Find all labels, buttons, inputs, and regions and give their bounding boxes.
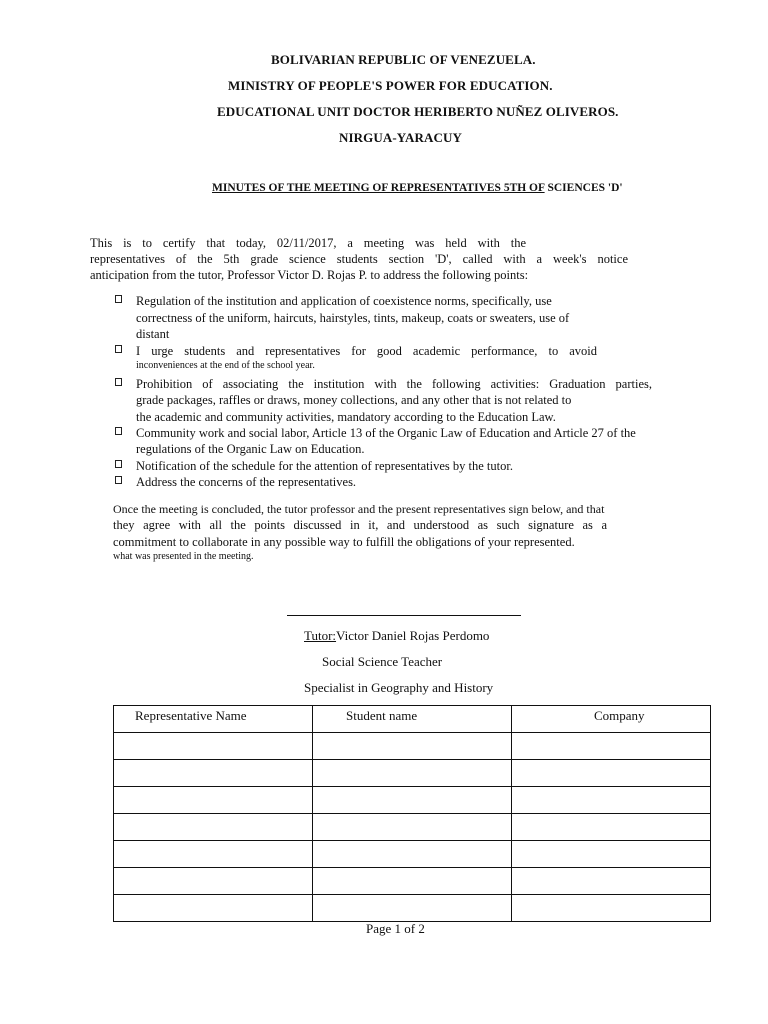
signature-line — [287, 615, 521, 616]
student-name-cell[interactable] — [313, 868, 512, 895]
table-header-row — [114, 706, 711, 733]
company-cell[interactable] — [512, 868, 711, 895]
company-cell[interactable] — [512, 841, 711, 868]
closing-line-4: what was presented in the meeting. — [113, 551, 254, 562]
bullet-box-icon — [115, 295, 122, 303]
document-title — [212, 182, 623, 194]
header-line-ministry: MINISTRY OF PEOPLE'S POWER FOR EDUCATION. — [228, 78, 553, 93]
column-header-student: Student name — [313, 706, 512, 733]
tutor-label: Tutor: — [304, 628, 337, 643]
point-2-line-1: I urge students and representatives for good academic performance, to avoid — [136, 344, 597, 358]
student-name-cell[interactable] — [313, 733, 512, 760]
company-cell[interactable] — [512, 733, 711, 760]
company-cell[interactable] — [512, 760, 711, 787]
point-3-line-1: Prohibition of associating the institution with the following activities: Graduation parties, — [136, 377, 652, 391]
column-header-company: Company — [512, 706, 711, 733]
page-number: Page 1 of 2 — [366, 921, 425, 936]
company-cell[interactable] — [512, 787, 711, 814]
table-row — [114, 841, 711, 868]
document-title-underlined: MINUTES OF THE MEETING OF REPRESENTATIVES 5TH OF — [212, 182, 545, 194]
company-cell[interactable] — [512, 895, 711, 922]
header-line-location: NIRGUA-YARACUY — [339, 130, 462, 145]
table-row — [114, 787, 711, 814]
point-3-line-2: grade packages, raffles or draws, money collections, and any other that is not related to — [136, 393, 572, 407]
tutor-role: Social Science Teacher — [322, 654, 443, 669]
table-row — [114, 733, 711, 760]
header-line-school: EDUCATIONAL UNIT DOCTOR HERIBERTO NUÑEZ OLIVEROS. — [217, 104, 619, 119]
student-name-cell[interactable] — [313, 814, 512, 841]
bullet-box-icon — [115, 427, 122, 435]
tutor-specialty: Specialist in Geography and History — [304, 680, 494, 695]
intro-line-3: anticipation from the tutor, Professor Victor D. Rojas P. to address the following points: — [90, 268, 529, 282]
table-row — [114, 760, 711, 787]
closing-line-3: commitment to collaborate in any possible way to fulfill the obligations of your represented. — [113, 535, 575, 549]
representative-name-cell[interactable] — [114, 895, 313, 922]
table-row — [114, 868, 711, 895]
point-3-line-3: the academic and community activities, mandatory according to the Education Law. — [136, 410, 556, 424]
student-name-cell[interactable] — [313, 841, 512, 868]
point-2-line-2: inconveniences at the end of the school year. — [136, 360, 315, 371]
point-4-line-1: Community work and social labor, Article 13 of the Organic Law of Education and Article 27 of the — [136, 426, 636, 440]
bullet-box-icon — [115, 460, 122, 468]
point-4-line-2: regulations of the Organic Law on Education. — [136, 442, 365, 456]
point-1-line-2: correctness of the uniform, haircuts, hairstyles, tints, makeup, coats or sweaters, use of — [136, 311, 570, 325]
representative-name-cell[interactable] — [114, 760, 313, 787]
representatives-table — [113, 705, 711, 922]
representative-name-cell[interactable] — [114, 841, 313, 868]
representative-name-cell[interactable] — [114, 733, 313, 760]
point-5-line-1: Notification of the schedule for the attention of representatives by the tutor. — [136, 459, 513, 473]
point-1-line-1: Regulation of the institution and application of coexistence norms, specifically, use — [136, 294, 552, 308]
bullet-box-icon — [115, 378, 122, 386]
table-row — [114, 814, 711, 841]
student-name-cell[interactable] — [313, 787, 512, 814]
point-1-line-3: distant — [136, 327, 170, 341]
closing-line-1: Once the meeting is concluded, the tutor professor and the present representatives sign below, and that — [113, 502, 605, 516]
intro-line-1: This is to certify that today, 02/11/2017, a meeting was held with the — [90, 236, 526, 250]
company-cell[interactable] — [512, 814, 711, 841]
table-row — [114, 895, 711, 922]
header-line-country: BOLIVARIAN REPUBLIC OF VENEZUELA. — [271, 52, 536, 67]
bullet-box-icon — [115, 345, 122, 353]
column-header-representative: Representative Name — [114, 706, 313, 733]
point-6-line-1: Address the concerns of the representatives. — [136, 475, 357, 489]
student-name-cell[interactable] — [313, 895, 512, 922]
bullet-box-icon — [115, 476, 122, 484]
student-name-cell[interactable] — [313, 760, 512, 787]
representative-name-cell[interactable] — [114, 868, 313, 895]
document-title-rest: SCIENCES 'D' — [544, 182, 623, 194]
intro-line-2: representatives of the 5th grade science students section 'D', called with a week's notice — [90, 252, 628, 266]
representative-name-cell[interactable] — [114, 814, 313, 841]
tutor-name: Victor Daniel Rojas Perdomo — [336, 628, 490, 643]
closing-line-2: they agree with all the points discussed in it, and understood as such signature as a — [113, 518, 607, 532]
tutor-signature — [304, 628, 489, 645]
representative-name-cell[interactable] — [114, 787, 313, 814]
